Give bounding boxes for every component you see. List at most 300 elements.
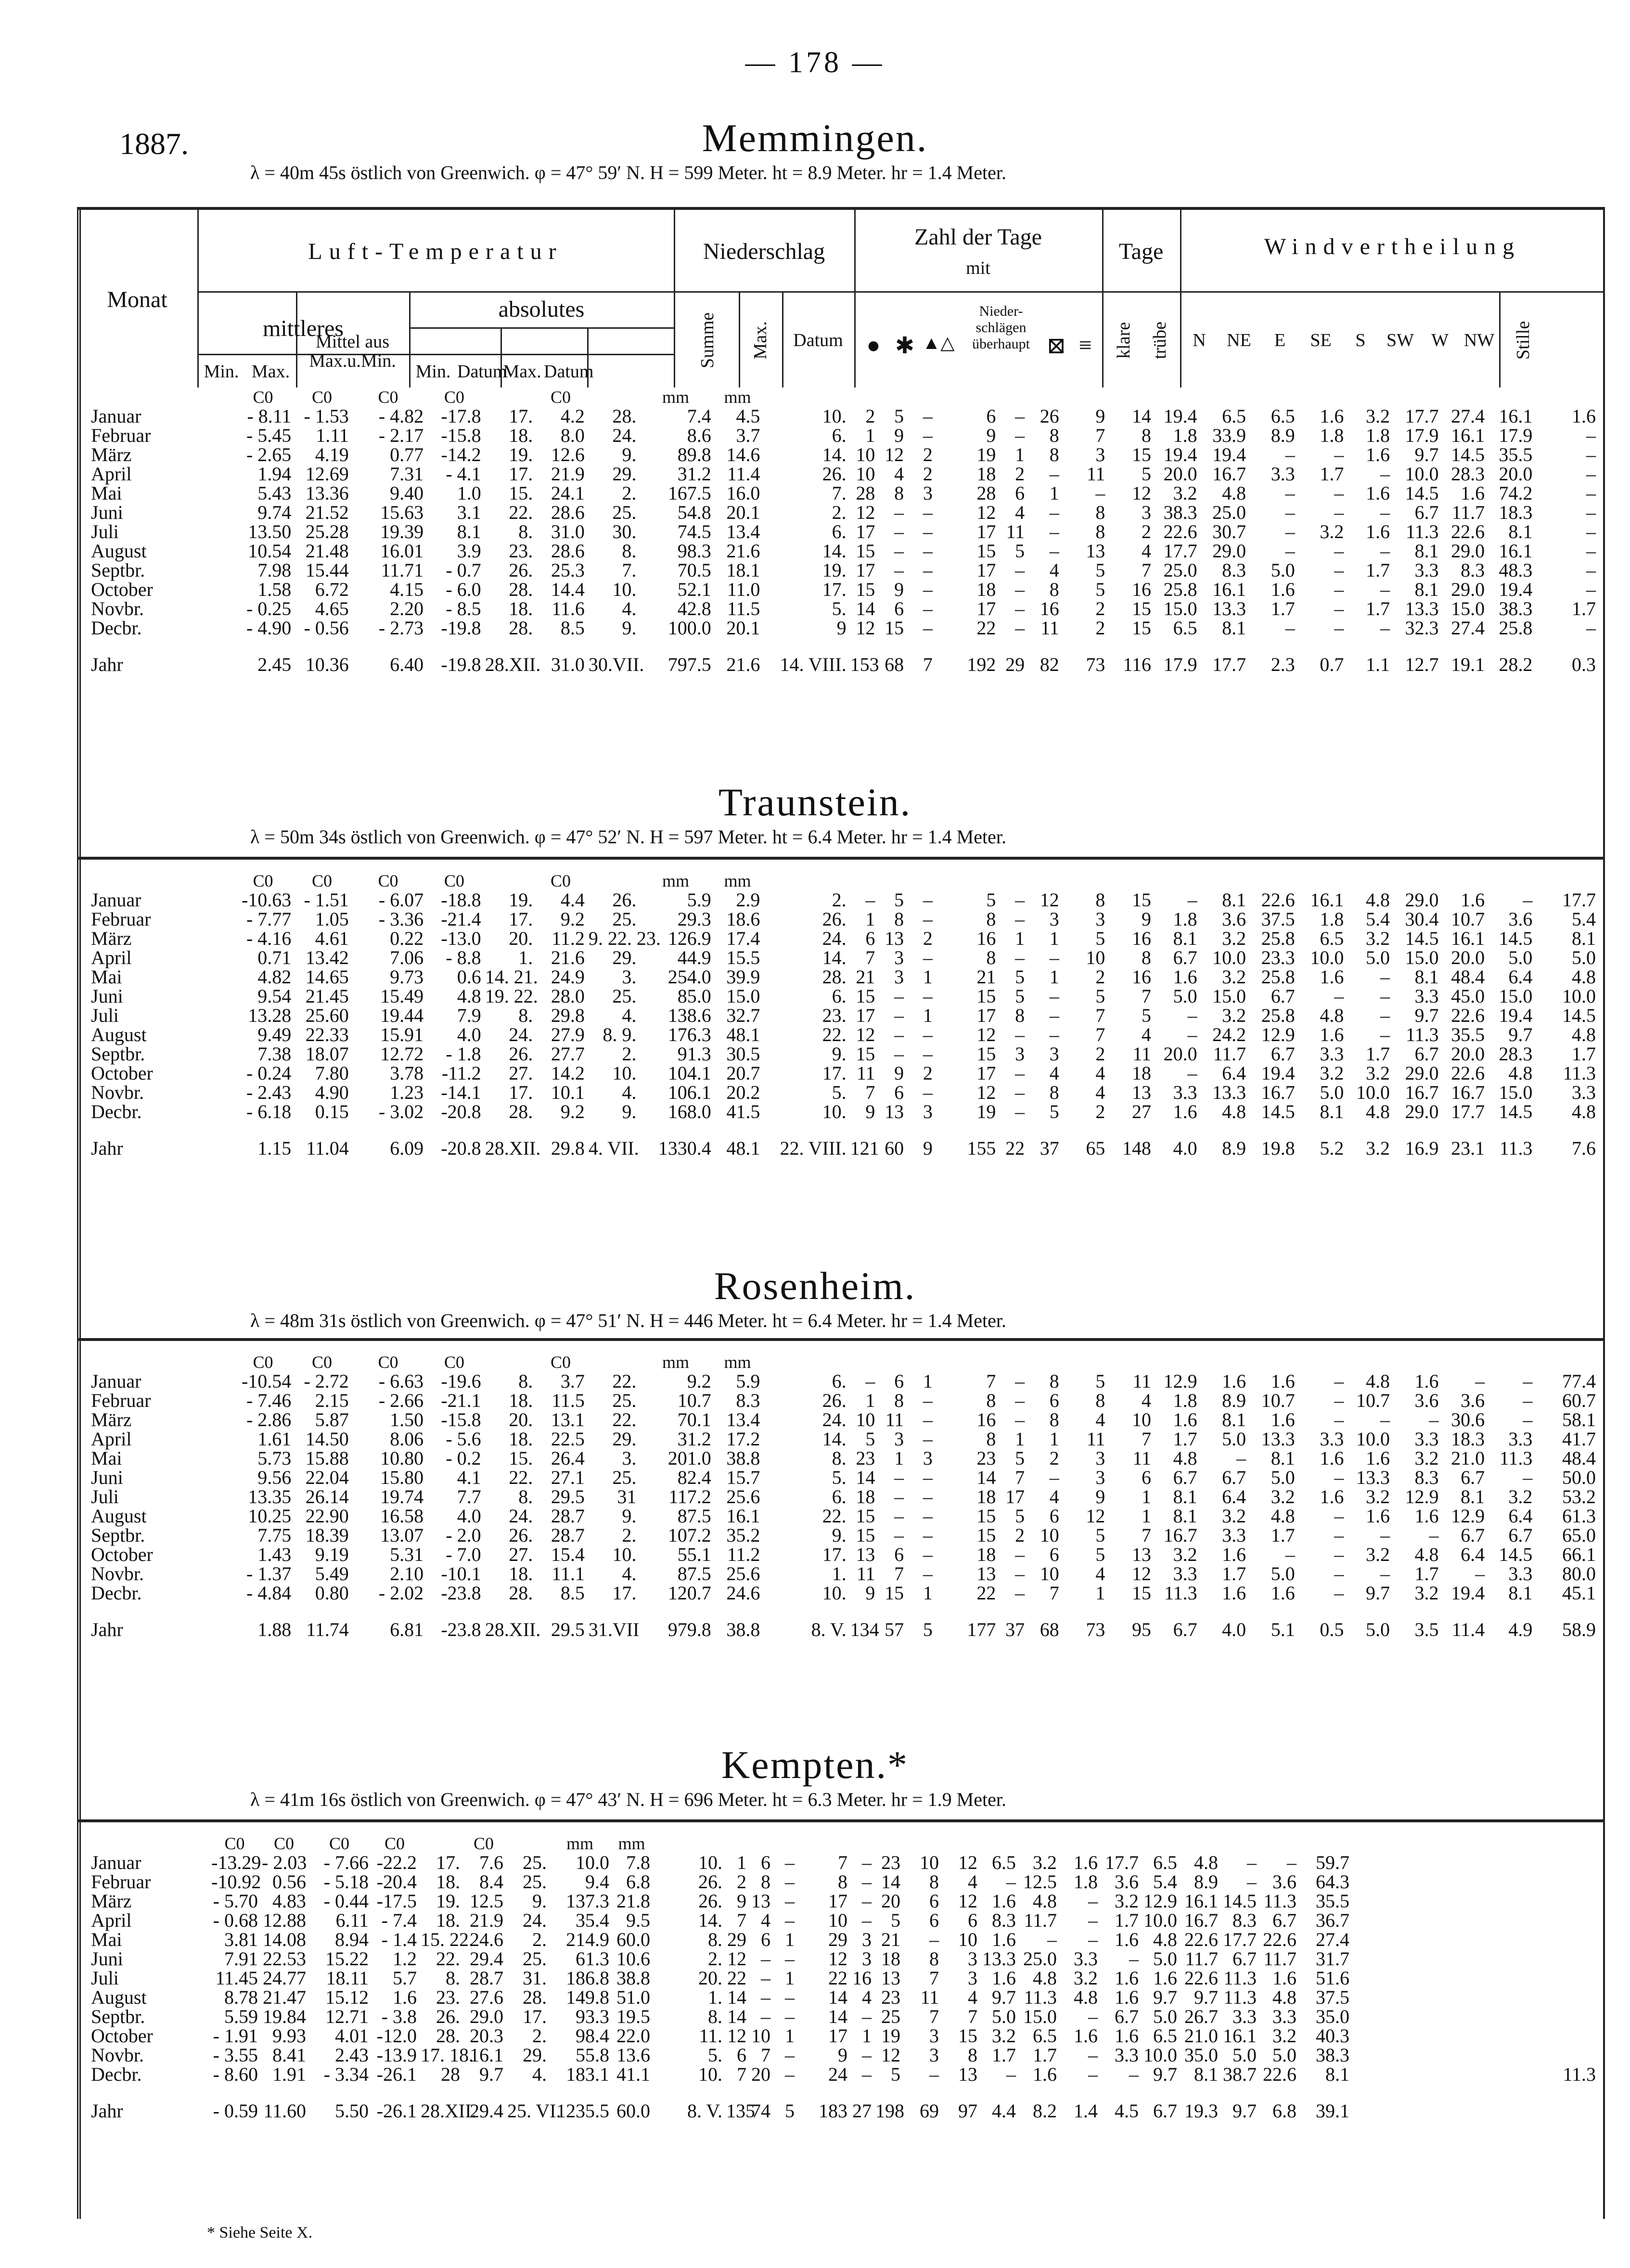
unit-cell xyxy=(89,387,233,407)
value-cell: 18. xyxy=(436,1909,460,1931)
unit-cell xyxy=(1061,1353,1107,1372)
table-row xyxy=(89,426,1598,445)
value-cell: 9.7 xyxy=(1194,1986,1218,2008)
value-cell: 5 xyxy=(1015,540,1025,562)
value-cell: 4.8 xyxy=(1074,1986,1098,2008)
value-cell: 18. xyxy=(509,598,533,619)
value-cell: 9 xyxy=(1141,908,1151,930)
abs-datum-header: Datum xyxy=(457,361,507,382)
value-cell: 6 xyxy=(968,1909,977,1931)
value-cell: 61.3 xyxy=(576,1948,609,1970)
value-cell: – xyxy=(761,2006,770,2027)
value-cell: 11.3 xyxy=(1563,1062,1596,1084)
value-cell: -14.2 xyxy=(441,444,481,465)
value-cell: 8 xyxy=(929,1948,939,1970)
value-cell: 22. xyxy=(612,1409,637,1430)
year-row xyxy=(89,1603,1598,1643)
value-cell: 5.0 xyxy=(1222,1428,1246,1450)
unit-cell xyxy=(1297,871,1346,890)
value-cell: 3 xyxy=(894,947,904,968)
value-cell: 1 xyxy=(865,908,875,930)
value-cell: – xyxy=(1015,1390,1025,1411)
value-cell: 38.3 xyxy=(1316,2044,1349,2066)
value-cell: -10.54 xyxy=(241,1370,292,1392)
unit-cell xyxy=(89,1353,233,1372)
value-cell: 8.2 xyxy=(1033,2100,1057,2122)
unit-cell xyxy=(941,1834,979,1853)
value-cell: 148 xyxy=(1122,1137,1151,1159)
value-cell: 6 xyxy=(1049,1390,1059,1411)
value-cell: - 0.44 xyxy=(323,1890,369,1912)
unit-cell xyxy=(1199,387,1248,407)
value-cell: 4.5 xyxy=(736,405,760,427)
month-cell: Decbr. xyxy=(91,1582,142,1604)
value-cell: 32.3 xyxy=(1405,617,1439,639)
value-cell: – xyxy=(1049,947,1059,968)
value-cell: 18 xyxy=(1131,1062,1151,1084)
value-cell: 15 xyxy=(976,1505,996,1527)
value-cell: 28.0 xyxy=(551,985,585,1007)
value-cell: 1.7 xyxy=(1173,1428,1197,1450)
value-cell: – xyxy=(1047,1929,1057,1950)
value-cell: 9 xyxy=(1095,405,1105,427)
value-cell: 5.0 xyxy=(1272,2044,1296,2066)
value-cell: - 2.66 xyxy=(378,1390,424,1411)
value-cell: 12 xyxy=(1086,1505,1105,1527)
value-cell: 0.80 xyxy=(315,1582,349,1604)
value-cell: 11 xyxy=(1132,1043,1151,1065)
value-cell: 4.0 xyxy=(1173,1137,1197,1159)
value-cell: 14.5 xyxy=(1451,444,1485,465)
month-cell: Januar xyxy=(91,1370,141,1392)
value-cell: -21.1 xyxy=(441,1390,481,1411)
value-cell: 5 xyxy=(1015,966,1025,988)
value-cell: 30.7 xyxy=(1212,521,1246,542)
value-cell: – xyxy=(923,1043,933,1065)
value-cell: 19.8 xyxy=(1261,1137,1295,1159)
value-cell: 6. xyxy=(832,425,847,446)
value-cell: 5.4 xyxy=(1365,908,1390,930)
value-cell: - 0.24 xyxy=(246,1062,292,1084)
value-cell: – xyxy=(1285,444,1295,465)
value-cell: 4.8 xyxy=(1320,1005,1344,1026)
value-cell: – xyxy=(923,598,933,619)
value-cell: 13 xyxy=(1131,1082,1151,1103)
value-cell: – xyxy=(1380,1005,1390,1026)
value-cell: 2. xyxy=(622,1043,637,1065)
value-cell: 22.04 xyxy=(305,1467,349,1488)
value-cell: – xyxy=(1015,1024,1025,1045)
value-cell: 28 xyxy=(856,482,875,504)
value-cell: 11.3 xyxy=(1406,521,1439,542)
value-cell: 24. xyxy=(509,1024,533,1045)
value-cell: 8 xyxy=(1095,502,1105,523)
value-cell: 28.XII. xyxy=(421,2100,476,2122)
value-cell: -10.92 xyxy=(211,1871,261,1893)
value-cell: 13 xyxy=(958,2063,977,2085)
value-cell: – xyxy=(785,1890,795,1912)
value-cell: – xyxy=(1334,1409,1344,1430)
value-cell: 1.7 xyxy=(1271,598,1295,619)
month-cell: Jahr xyxy=(91,654,123,675)
value-cell: 15.49 xyxy=(380,985,424,1007)
value-cell: 15 xyxy=(885,1582,904,1604)
value-cell: – xyxy=(1088,1929,1098,1950)
value-cell: 16.1 xyxy=(470,2044,503,2066)
value-cell: 2.43 xyxy=(335,2044,369,2066)
value-cell: -11.2 xyxy=(441,1062,481,1084)
value-cell: – xyxy=(1095,482,1105,504)
value-cell: 2.20 xyxy=(390,598,424,619)
month-cell: August xyxy=(91,1505,147,1527)
value-cell: 11.1 xyxy=(552,1563,585,1585)
unit-cell xyxy=(1027,387,1061,407)
value-cell: 13.42 xyxy=(305,947,349,968)
value-cell: 14 xyxy=(727,2006,746,2027)
value-cell: 4 xyxy=(1141,1390,1151,1411)
value-cell: 254.0 xyxy=(667,966,711,988)
value-cell: 9.7 xyxy=(1153,2063,1177,2085)
niederschlag-header: Niederschlag xyxy=(703,239,825,264)
station-coordinates: λ = 48m 31s östlich von Greenwich. φ = 47° 51′ N. H = 446 Meter. ht = 6.4 Meter. hr = 1.4 Meter. xyxy=(250,1310,1006,1331)
value-cell: 9.56 xyxy=(257,1467,292,1488)
value-cell: 10.0 xyxy=(1310,947,1344,968)
value-cell: 0.71 xyxy=(257,947,292,968)
month-cell: Septbr. xyxy=(91,559,145,581)
value-cell: 17.2 xyxy=(726,1428,760,1450)
value-cell: – xyxy=(1187,1005,1197,1026)
value-cell: 22.6 xyxy=(1451,1005,1485,1026)
value-cell: 18. xyxy=(509,1563,533,1585)
value-cell: 11.7 xyxy=(1263,1948,1296,1970)
value-cell: 17. xyxy=(509,463,533,485)
value-cell: 14 xyxy=(727,1986,746,2008)
table-row xyxy=(89,1025,1598,1044)
value-cell: 6.09 xyxy=(390,1137,424,1159)
value-cell: -22.2 xyxy=(376,1852,417,1873)
unit-row xyxy=(89,871,1598,890)
value-cell: 73 xyxy=(1086,1619,1105,1640)
value-cell: 6.7 xyxy=(1414,1043,1439,1065)
value-cell: – xyxy=(1429,1524,1439,1546)
unit-cell xyxy=(1392,871,1441,890)
value-cell: 19.5 xyxy=(616,2006,650,2027)
value-cell: 17 xyxy=(856,559,875,581)
value-cell: 41.5 xyxy=(726,1101,760,1122)
value-cell: 11.5 xyxy=(552,1390,585,1411)
value-cell: 4 xyxy=(1049,1486,1059,1508)
value-cell: 7.31 xyxy=(390,463,424,485)
value-cell: – xyxy=(894,1505,904,1527)
value-cell: 6 xyxy=(929,1890,939,1912)
value-cell: 2 xyxy=(1141,521,1151,542)
value-cell: - 1.8 xyxy=(446,1043,481,1065)
unit-cell xyxy=(849,1834,873,1853)
value-cell: 11.4 xyxy=(1451,1619,1485,1640)
value-cell: – xyxy=(1334,482,1344,504)
value-cell: 9.7 xyxy=(479,2063,503,2085)
value-cell: 1.6 xyxy=(1572,405,1596,427)
value-cell: – xyxy=(1049,502,1059,523)
value-cell: – xyxy=(1380,579,1390,600)
unit-cell xyxy=(1220,1834,1258,1853)
value-cell: 176.3 xyxy=(667,1024,711,1045)
value-cell: – xyxy=(862,1909,872,1931)
value-cell: 6.7 xyxy=(1461,1524,1485,1546)
value-cell: 4.15 xyxy=(390,579,424,600)
value-cell: 22 xyxy=(976,1582,996,1604)
value-cell: 10.0 xyxy=(576,1852,609,1873)
unit-cell xyxy=(998,1353,1027,1372)
value-cell: 5. xyxy=(708,2044,722,2066)
value-cell: 1.7 xyxy=(1222,1563,1246,1585)
value-cell: 82 xyxy=(1040,654,1059,675)
value-cell: 28.7 xyxy=(470,1967,503,1989)
table-row xyxy=(89,948,1598,967)
value-cell: 7 xyxy=(1095,1024,1105,1045)
value-cell: 74 xyxy=(751,2100,770,2122)
value-cell: 4. VII. xyxy=(588,1137,639,1159)
value-cell: 18.07 xyxy=(305,1043,349,1065)
table-row xyxy=(89,1430,1598,1449)
station-table xyxy=(89,387,1598,678)
value-cell: 8 xyxy=(1141,425,1151,446)
value-cell: - 5.70 xyxy=(213,1890,258,1912)
value-cell: 12 xyxy=(1131,482,1151,504)
value-cell: 5.0 xyxy=(1365,947,1390,968)
unit-cell xyxy=(935,1353,998,1372)
value-cell: 168.0 xyxy=(667,1101,711,1122)
value-cell: 41.7 xyxy=(1562,1428,1596,1450)
value-cell: – xyxy=(929,1929,939,1950)
value-cell: – xyxy=(1015,1409,1025,1430)
value-cell: 14. xyxy=(698,1909,722,1931)
value-cell: – xyxy=(1088,2044,1098,2066)
value-cell: 8.1 xyxy=(1222,889,1246,911)
value-cell: – xyxy=(1015,1062,1025,1084)
value-cell: 3.6 xyxy=(1222,908,1246,930)
value-cell: 7 xyxy=(737,1909,746,1931)
value-cell: 5 xyxy=(1095,985,1105,1007)
value-cell: 9.54 xyxy=(257,985,292,1007)
value-cell: 26. xyxy=(436,2006,460,2027)
value-cell: 55.8 xyxy=(576,2044,609,2066)
value-cell: – xyxy=(1475,1563,1485,1585)
value-cell: 18.6 xyxy=(726,908,760,930)
value-cell: 1.7 xyxy=(992,2044,1016,2066)
value-cell: 52.1 xyxy=(677,579,711,600)
value-cell: 60.0 xyxy=(616,1929,650,1950)
value-cell: 4 xyxy=(1095,1563,1105,1585)
value-cell: 21.9 xyxy=(470,1909,503,1931)
value-cell: 22. xyxy=(509,1467,533,1488)
value-cell: 9 xyxy=(865,1582,875,1604)
value-cell: 28.3 xyxy=(1451,463,1485,485)
value-cell: 1.7 xyxy=(1365,1043,1390,1065)
value-cell: 25.0 xyxy=(1163,559,1197,581)
value-cell: 2 xyxy=(1095,1043,1105,1065)
value-cell: 24.2 xyxy=(1212,1024,1246,1045)
value-cell: 8.1 xyxy=(1173,1505,1197,1527)
value-cell: 1.6 xyxy=(992,1890,1016,1912)
value-cell: 3 xyxy=(894,1428,904,1450)
value-cell: 107.2 xyxy=(667,1524,711,1546)
monat-header: Monat xyxy=(107,287,167,312)
table-row xyxy=(89,929,1598,948)
value-cell: 16.7 xyxy=(1261,1082,1295,1103)
value-cell: 3.3 xyxy=(1508,1563,1533,1585)
unit-cell: mm xyxy=(618,1834,645,1853)
value-cell: 7.06 xyxy=(390,947,424,968)
value-cell: – xyxy=(1586,425,1596,446)
value-cell: 15 xyxy=(976,540,996,562)
value-cell: 8. 9. xyxy=(603,1024,637,1045)
value-cell: 8.06 xyxy=(390,1428,424,1450)
value-cell: 10 xyxy=(751,2025,770,2047)
value-cell: 3.6 xyxy=(1508,908,1533,930)
value-cell: 93.3 xyxy=(576,2006,609,2027)
value-cell: 22.6 xyxy=(1263,2063,1296,2085)
unit-cell xyxy=(1441,871,1487,890)
value-cell: 29. xyxy=(612,1428,637,1450)
value-cell: - 7.66 xyxy=(323,1852,369,1873)
table-row xyxy=(89,1584,1598,1603)
table-row xyxy=(89,1391,1598,1410)
value-cell: 4.8 xyxy=(1572,1101,1596,1122)
value-cell: 6 xyxy=(1049,1505,1059,1527)
value-cell: 1 xyxy=(1049,966,1059,988)
value-cell: 11.04 xyxy=(306,1137,349,1159)
value-cell: 15.0 xyxy=(1499,985,1533,1007)
value-cell: 12.5 xyxy=(1023,1871,1057,1893)
value-cell: 8. xyxy=(622,540,637,562)
zahl-der-tage-header: Zahl der Tage xyxy=(914,224,1042,250)
value-cell: – xyxy=(923,579,933,600)
value-cell: 95 xyxy=(1131,1619,1151,1640)
month-cell: Jahr xyxy=(91,2100,123,2122)
value-cell: 1.6 xyxy=(992,1929,1016,1950)
value-cell: 23.1 xyxy=(1451,1137,1485,1159)
value-cell: 4.8 xyxy=(1365,1101,1390,1122)
value-cell: 6.4 xyxy=(1222,1486,1246,1508)
value-cell: 8. xyxy=(518,521,533,542)
value-cell: 69 xyxy=(920,2100,939,2122)
value-cell: 48.4 xyxy=(1451,966,1485,988)
value-cell: 3.5 xyxy=(1414,1619,1439,1640)
value-cell: 3.3 xyxy=(1414,559,1439,581)
unit-cell xyxy=(772,1834,796,1853)
value-cell: 6 xyxy=(761,1852,770,1873)
month-cell: April xyxy=(91,463,132,485)
value-cell: – xyxy=(1285,540,1295,562)
value-cell: 12 xyxy=(881,2044,900,2066)
value-cell: 10.7 xyxy=(677,1390,711,1411)
value-cell: 5 xyxy=(891,2063,900,2085)
value-cell: 11.2 xyxy=(552,928,585,949)
table-row xyxy=(89,619,1598,638)
value-cell: 3 xyxy=(923,1447,933,1469)
value-cell: 17.7 xyxy=(1223,1929,1257,1950)
value-cell: 4.8 xyxy=(1271,1505,1295,1527)
value-cell: 10. xyxy=(822,1101,847,1122)
value-cell: 4.8 xyxy=(1572,966,1596,988)
value-cell: 4 xyxy=(1095,1409,1105,1430)
value-cell: 1 xyxy=(785,1967,795,1989)
month-cell: Juli xyxy=(91,521,119,542)
value-cell: 1.7 xyxy=(1365,598,1390,619)
unit-cell xyxy=(652,1834,724,1853)
value-cell: 15 xyxy=(856,1524,875,1546)
value-cell: – xyxy=(923,1544,933,1565)
unit-cell: C0 xyxy=(253,1353,273,1372)
value-cell: 15. xyxy=(509,1447,533,1469)
value-cell: 25. xyxy=(523,1852,547,1873)
value-cell: 7 xyxy=(929,1967,939,1989)
station-title: Kempten.* xyxy=(721,1743,909,1787)
value-cell: 6 xyxy=(929,1909,939,1931)
unit-cell xyxy=(906,871,935,890)
value-cell: 23. xyxy=(436,1986,460,2008)
value-cell: 29.0 xyxy=(1405,1062,1439,1084)
value-cell: – xyxy=(923,521,933,542)
value-cell: 8.1 xyxy=(1508,1582,1533,1604)
value-cell: 797.5 xyxy=(667,654,711,675)
value-cell: – xyxy=(862,1890,872,1912)
value-cell: 10.0 xyxy=(1356,1428,1390,1450)
value-cell: 26. xyxy=(698,1871,722,1893)
value-cell: 9 xyxy=(894,425,904,446)
value-cell: 18 xyxy=(881,1948,900,1970)
value-cell: 17.4 xyxy=(726,928,760,949)
section-rule xyxy=(77,857,1605,860)
unit-cell: C0 xyxy=(444,871,464,890)
value-cell: 3.2 xyxy=(1222,966,1246,988)
value-cell: 7 xyxy=(1095,1005,1105,1026)
month-cell: Februar xyxy=(91,908,151,930)
unit-cell xyxy=(998,387,1027,407)
value-cell: - 4.84 xyxy=(246,1582,292,1604)
value-cell: – xyxy=(923,1486,933,1508)
value-cell: 1 xyxy=(894,1447,904,1469)
value-cell: 6.8 xyxy=(1272,2100,1296,2122)
value-cell: 117.2 xyxy=(668,1486,711,1508)
value-cell: – xyxy=(761,1948,770,1970)
value-cell: 11.3 xyxy=(1024,1986,1057,2008)
table-row xyxy=(89,1006,1598,1025)
fog-icon: ≡ xyxy=(1078,333,1092,358)
value-cell: 60.0 xyxy=(616,2100,650,2122)
value-cell: 68 xyxy=(1040,1619,1059,1640)
value-cell: 4.8 xyxy=(1365,1370,1390,1392)
value-cell: 11.7 xyxy=(1185,1948,1218,1970)
value-cell: 14. xyxy=(822,444,847,465)
value-cell: 15 xyxy=(885,617,904,639)
value-cell: - 7.46 xyxy=(246,1390,292,1411)
value-cell: 22.6 xyxy=(1263,1929,1296,1950)
value-cell: 1.8 xyxy=(1173,425,1197,446)
value-cell: 21 xyxy=(881,1929,900,1950)
value-cell: 9.5 xyxy=(626,1909,650,1931)
value-cell: 8 xyxy=(986,908,996,930)
value-cell: 8 xyxy=(894,908,904,930)
value-cell: 6 xyxy=(1015,482,1025,504)
value-cell: 16.1 xyxy=(1212,579,1246,600)
value-cell: 59.7 xyxy=(1316,1852,1349,1873)
value-cell: 27.9 xyxy=(551,1024,585,1045)
value-cell: 12 xyxy=(958,1890,977,1912)
value-cell: 5.0 xyxy=(1153,1948,1177,1970)
value-cell: 14 xyxy=(828,2006,847,2027)
